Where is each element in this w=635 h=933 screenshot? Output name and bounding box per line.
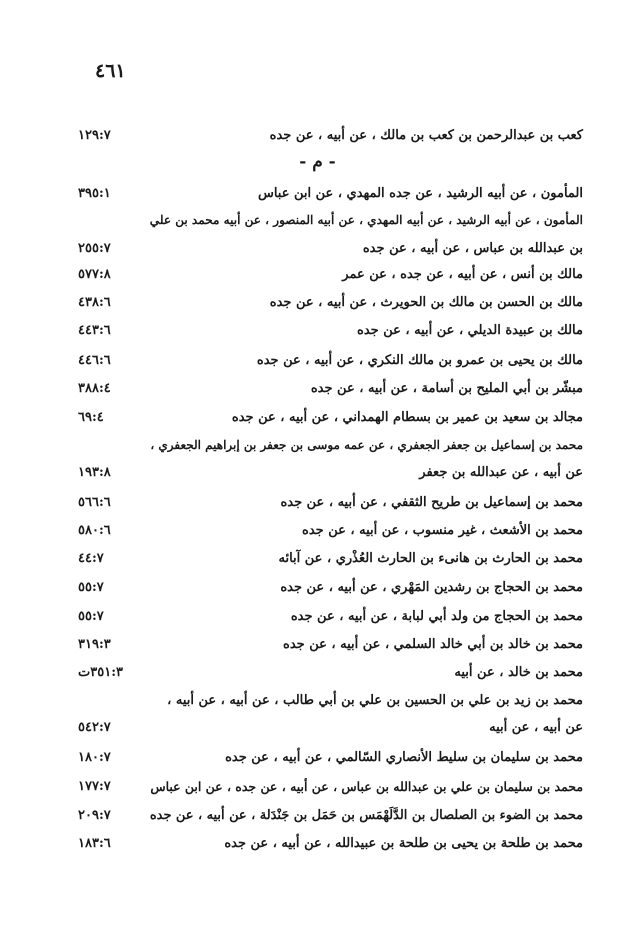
entry-reference: ٥٨٠:٦ [78, 523, 111, 538]
index-entry [0, 518, 635, 544]
index-entry [0, 318, 635, 344]
entry-reference: ٥٧٧:٨ [78, 267, 111, 282]
index-entry [0, 546, 635, 572]
entry-text: محمد بن طلحة بن يحيى بن طلحة بن عبيدالله ، عن أبيه ، عن جده [224, 836, 583, 851]
entry-text: مالك بن أنس ، عن أبيه ، عن جده ، عن عمر [342, 267, 583, 282]
page-number: ٤٦١ [95, 60, 126, 82]
entry-text: عن أبيه ، عن عبدالله بن جعفر [419, 465, 583, 480]
entry-text: المأمون ، عن أبيه الرشيد ، عن أبيه المهدي ، عن أبيه المنصور ، عن أبيه محمد بن علي [149, 213, 583, 227]
index-entry [0, 181, 635, 207]
index-entry [0, 575, 635, 601]
entry-reference: ١٧٧:٧ [78, 779, 111, 794]
index-entry [0, 405, 635, 431]
entry-reference: ٥٥:٧ [78, 609, 104, 624]
entry-text: محمد بن الأشعث ، غير منسوب ، عن أبيه ، عن جده [302, 523, 583, 538]
entry-reference: ٤٤:٧ [78, 551, 104, 566]
entry-reference: ٣١٩:٣ [78, 637, 111, 652]
entry-text: محمد بن خالد بن أبي خالد السلمي ، عن أبيه ، عن جده [283, 637, 583, 652]
entry-reference: ٦٩:٤ [78, 410, 104, 425]
index-entry [0, 290, 635, 316]
entry-reference: ١٨٠:٧ [78, 750, 111, 765]
entry-text: مبشّر بن أبي المليح بن أسامة ، عن أبيه ، عن جده [310, 381, 583, 396]
entry-text: محمد بن إسماعيل بن جعفر الجعفري ، عن عمه موسى بن جعفر بن إبراهيم الجعفري ، [150, 438, 583, 452]
entry-text: كعب بن عبدالرحمن بن كعب بن مالك ، عن أبيه ، عن جده [269, 128, 583, 143]
entry-text: محمد بن الحارث بن هانىء بن الحارث العُذْري ، عن آبائه [278, 551, 583, 566]
index-entry [0, 432, 635, 458]
entry-reference: ٥٥:٧ [78, 580, 104, 595]
index-entry [0, 632, 635, 658]
index-entry [0, 123, 635, 149]
index-entry [0, 604, 635, 630]
entry-text: بن عبدالله بن عباس ، عن أبيه ، عن جده [362, 241, 583, 256]
entry-text: محمد بن إسماعيل بن طريح الثقفي ، عن أبيه ، عن جده [280, 495, 583, 510]
index-entry [0, 262, 635, 288]
index-entry [0, 236, 635, 262]
index-entry [0, 715, 635, 741]
entry-text: المأمون ، عن أبيه الرشيد ، عن جده المهدي ، عن ابن عباس [257, 186, 583, 201]
entry-text: محمد بن الحجاج من ولد أبي لبابة ، عن أبيه ، عن جده [290, 609, 583, 624]
entry-text: محمد بن الحجاج بن رشدين المَهْري ، عن أبيه ، عن جده [280, 580, 583, 595]
entry-reference: ٤٤٣:٦ [78, 323, 111, 338]
section-letter-heading: - م - [299, 152, 336, 172]
index-entry [0, 774, 635, 800]
index-entry [0, 660, 635, 686]
entry-reference: ٥٦٦:٦ [78, 495, 111, 510]
entry-text: محمد بن الضوء بن الصلصال بن الدَّلَهْمَس بن حَمَل بن جَنْدَلة ، عن أبيه ، عن جده [149, 808, 583, 823]
entry-reference: ٢٥٥:٧ [78, 241, 111, 256]
entry-text: مجالد بن سعيد بن عمير بن بسطام الهمداني ، عن أبيه ، عن جده [231, 410, 583, 425]
index-entry [0, 376, 635, 402]
entry-text: مالك بن يحيى بن عمرو بن مالك النكري ، عن أبيه ، عن جده [256, 353, 583, 368]
entry-text: محمد بن خالد ، عن أبيه [454, 665, 583, 680]
entry-reference: ١٩٣:٨ [78, 465, 111, 480]
index-entry [0, 348, 635, 374]
entry-text: عن أبيه ، عن أبيه [489, 720, 583, 735]
index-entry [0, 460, 635, 486]
entry-text: محمد بن سليمان بن علي بن عبدالله بن عباس ، عن أبيه ، عن جده ، عن ابن عباس [150, 779, 583, 794]
entry-reference: ٤٣٨:٦ [78, 295, 111, 310]
index-entry [0, 831, 635, 857]
entry-text: مالك بن عبيدة الديلي ، عن أبيه ، عن جده [357, 323, 583, 338]
entry-reference: ٢٠٩:٧ [78, 808, 111, 823]
entry-reference: ١٢٩:٧ [78, 128, 111, 143]
entry-reference: ٣٥١:٣ت [78, 665, 123, 680]
index-entry [0, 490, 635, 516]
entry-reference: ٣٩٥:١ [78, 186, 111, 201]
entry-text: محمد بن سليمان بن سليط الأنصاري السّالمي ، عن أبيه ، عن جده [225, 750, 583, 765]
index-entry [0, 803, 635, 829]
index-entry [0, 688, 635, 714]
entry-reference: ٣٨٨:٤ [78, 381, 111, 396]
entry-text: مالك بن الحسن بن مالك بن الحويرث ، عن أبيه ، عن جده [269, 295, 583, 310]
index-entry [0, 745, 635, 771]
entry-reference: ١٨٣:٦ [78, 836, 111, 851]
entry-reference: ٤٤٦:٦ [78, 353, 111, 368]
index-entry [0, 207, 635, 233]
entry-text: محمد بن زيد بن علي بن الحسين بن علي بن أبي طالب ، عن أبيه ، عن أبيه ، [167, 693, 583, 708]
entry-reference: ٥٤٢:٧ [78, 720, 111, 735]
